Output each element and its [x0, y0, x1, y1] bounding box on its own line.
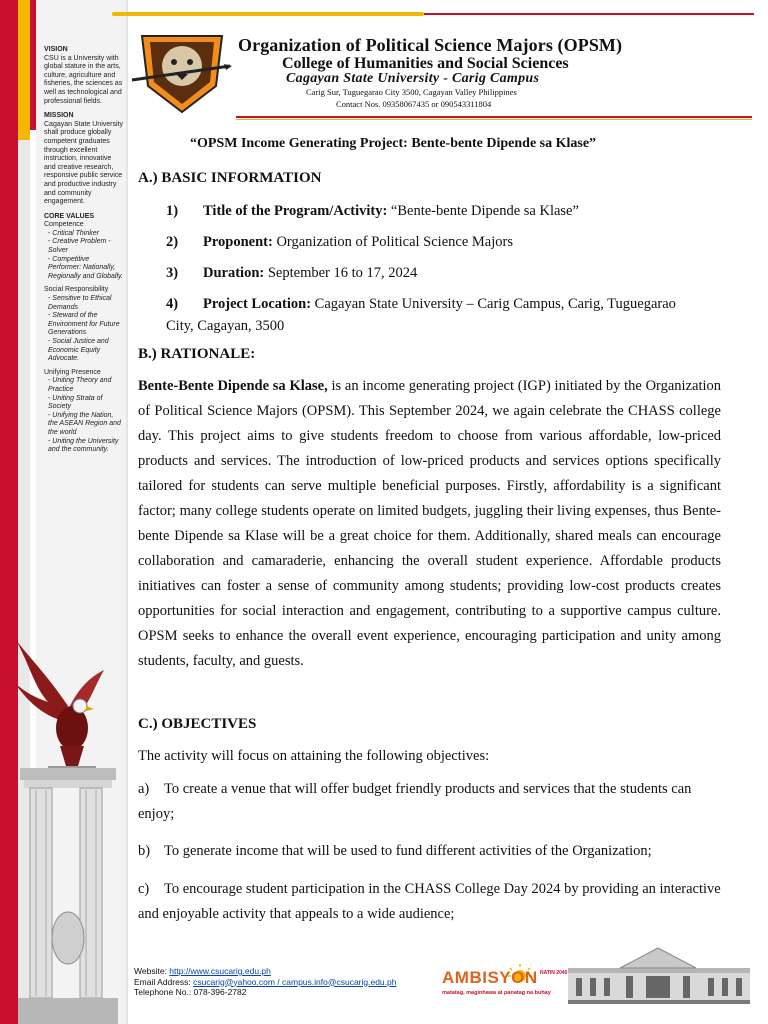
objective-text: To encourage student participation in the CHASS College Day 2024 by providing an interactive and enjoyable activity that appeals to a wide audience;: [138, 881, 721, 922]
campus-building-image: [568, 944, 750, 1004]
unifying-presence-label: Unifying Presence: [44, 368, 101, 376]
objective-text: To create a venue that will offer budget friendly products and services that the students can enjoy;: [138, 781, 692, 822]
university-name: Cagayan State University - Carig Campus: [286, 71, 540, 86]
document-title: “OPSM Income Generating Project: Bente-bente Dipende sa Klase”: [190, 136, 597, 151]
organization-name: Organization of Political Science Majors (OPSM): [238, 35, 623, 55]
info-item-1: [166, 200, 579, 222]
university-values-sidebar: [44, 46, 124, 455]
info-item-2: [166, 231, 513, 253]
competence-list: [48, 230, 124, 282]
list-item: - Sensitive to Ethical Demands: [48, 295, 124, 312]
section-b-heading: B.) RATIONALE:: [138, 346, 256, 362]
info-label: Proponent:: [203, 234, 273, 250]
info-number: 4): [166, 296, 179, 312]
left-gold-band: [18, 0, 30, 140]
header-gold-rule: [112, 12, 424, 16]
info-value: “Bente-bente Dipende sa Klase”: [390, 203, 579, 219]
competence-label: Competence: [44, 221, 84, 229]
list-item: - Uniting Theory and Practice: [48, 377, 124, 394]
left-red-band: [0, 0, 18, 1024]
objectives-intro: The activity will focus on attaining the following objectives:: [138, 748, 490, 764]
contact-line: Contact Nos. 09358067435 or 090543311804: [336, 99, 492, 109]
header-red-rule: [424, 13, 754, 15]
info-value: Cagayan State University – Carig Campus, Carig, Tuguegarao: [314, 296, 676, 312]
website-label: Website:: [134, 966, 170, 976]
header-divider-gold: [236, 119, 752, 120]
vision-text: CSU is a University with global stature in the arts, culture, agriculture and fisheries, the sciences as well as technological and professional fields.: [44, 54, 123, 105]
info-item-4: [166, 293, 676, 337]
info-label: Project Location:: [203, 296, 312, 312]
info-number: 2): [166, 234, 179, 250]
core-values-heading: CORE VALUES: [44, 212, 95, 220]
college-name: College of Humanities and Social Sciences: [282, 55, 569, 72]
mission-text: Cagayan State University shall produce globally competent graduates through excellent instruction, innovative and creative research, responsive public service and productive industry and community engagement.: [44, 120, 123, 206]
info-value: Organization of Political Science Majors: [276, 234, 513, 250]
email-label: Email Address:: [134, 976, 194, 987]
website-link[interactable]: http://www.csucarig.edu.ph: [169, 966, 271, 976]
footer-website: [134, 966, 396, 977]
info-label: Title of the Program/Activity:: [203, 203, 388, 219]
unifying-list: [48, 377, 124, 454]
section-c-heading: C.) OBJECTIVES: [138, 716, 257, 732]
section-a-heading: A.) BASIC INFORMATION: [138, 170, 322, 186]
eagle-statue-image: [8, 636, 128, 781]
objective-tag: a): [138, 781, 150, 797]
vision-heading: VISION: [44, 46, 68, 53]
footer-contact-block: [134, 966, 396, 998]
header-divider-red: [236, 116, 752, 118]
info-value: September 16 to 17, 2024: [267, 265, 418, 281]
social-responsibility-label: Social Responsibility: [44, 286, 109, 294]
list-item: - Steward of the Environment for Future Generations: [48, 312, 124, 338]
objective-tag: c): [138, 881, 150, 897]
list-item: - Creative Problem -Solver: [48, 238, 124, 255]
objective-tag: b): [138, 843, 151, 859]
info-value-continued: City, Cagayan, 3500: [166, 318, 285, 334]
email-link[interactable]: csucarig@yahoo.com / campus.info@csucarig.edu.ph: [193, 976, 397, 987]
address-line: Carig Sur, Tuguegarao City 3500, Cagayan Valley Philippines: [306, 87, 517, 97]
list-item: - Competitive Performer: Nationally, Regionally and Globally.: [48, 256, 124, 282]
mission-heading: MISSION: [44, 112, 74, 120]
rationale-text: is an income generating project (IGP) initiated by the Organization of Political Science Majors (OPSM). This September 2024, we again celebrate the CHASS college day. This project aims to give students freedom to choose from various affordable, low-priced products and services. The introduction of low-priced products and services options specifically tailored for students can serve multiple beneficial purposes. Firstly, affordability is a significant factor; many college students operate on limited budgets, juggling their living expenses, thus Bente-bente Dipende sa Klase will be a great choice for them. Additionally, shared meals can encourage collaboration and camaraderie, enhancing the overall student experience. Affordable products initiatives can foster a sense of community among students; providing low-cost products creates opportunities for social interaction and engagement, contributing to a supportive campus culture. OPSM seeks to enhance the overall event experience, encouraging participation and unity among students, faculty, and guests.: [138, 378, 722, 669]
list-item: - Social Justice and Economic Equity Advocate.: [48, 338, 124, 364]
info-number: 1): [166, 203, 179, 219]
pillars-image: [18, 768, 128, 1024]
objective-text: To generate income that will be used to fund different activities of the Organization;: [164, 843, 652, 859]
ambisyon-tagline: matatag, maginhawa at panatag na buhay: [442, 990, 551, 996]
list-item: - Critical Thinker: [48, 230, 124, 239]
list-item: - Uniting Strata of Society: [48, 395, 124, 412]
ambisyon-logo-text: AMBISYON: [442, 968, 538, 987]
objective-item-c: [138, 877, 728, 927]
objective-item-a: [138, 777, 728, 827]
ambisyon-year: NATIN 2040: [540, 970, 568, 976]
list-item: - Unifying the Nation, the ASEAN Region and the world: [48, 412, 124, 438]
list-item: - Uniting the University and the community.: [48, 438, 124, 455]
footer-phone: Telephone No.: 078-396-2782: [134, 987, 247, 997]
objective-item-b: [138, 839, 728, 864]
rationale-lead: Bente-Bente Dipende sa Klase,: [138, 378, 328, 394]
social-list: [48, 295, 124, 364]
footer-email: [134, 977, 396, 988]
info-number: 3): [166, 265, 179, 281]
opsm-lion-crest-logo: [130, 30, 234, 114]
info-item-3: [166, 262, 417, 284]
info-label: Duration:: [203, 265, 265, 281]
rationale-paragraph: [138, 374, 721, 674]
